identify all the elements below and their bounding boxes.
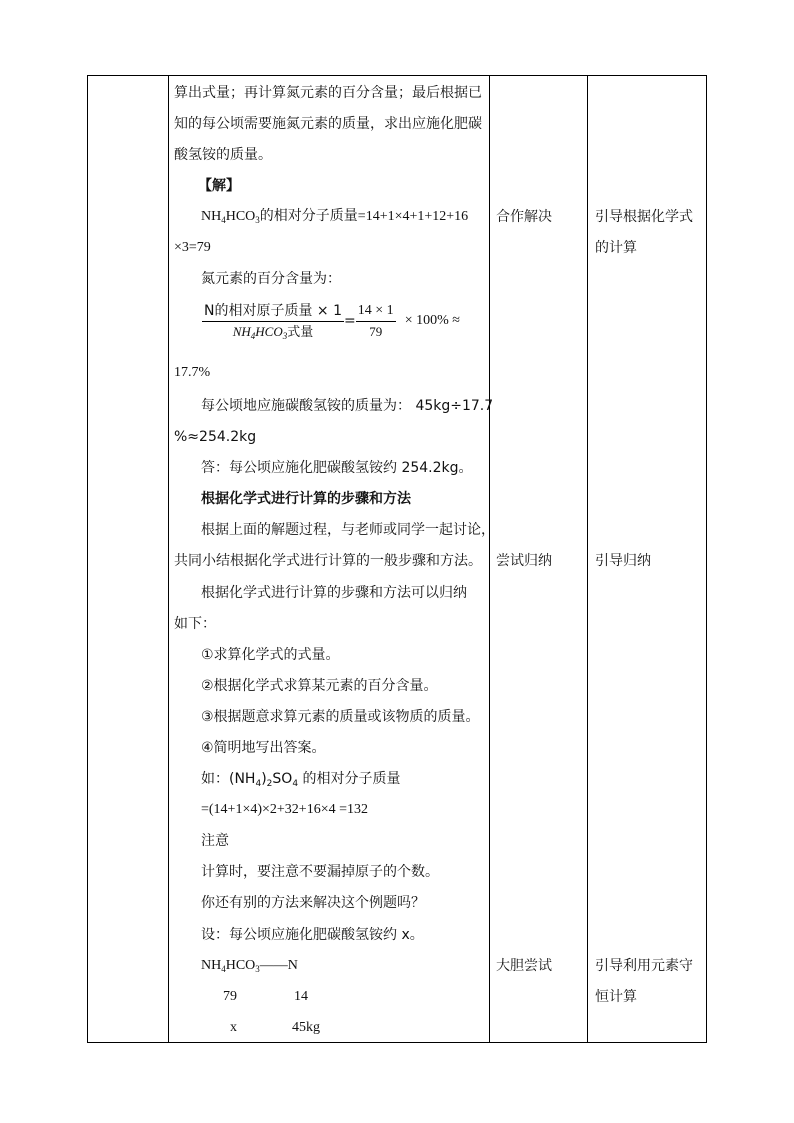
fraction-numerator: 14 × 1 (356, 302, 396, 322)
guidance-label: 引导根据化学式 (595, 209, 693, 225)
equals-sign: = (344, 313, 356, 329)
formula-text: HCO (225, 209, 256, 224)
question-line: 你还有别的方法来解决这个例题吗？ (201, 895, 425, 911)
percent-formula (202, 302, 460, 340)
fraction-denominator: $NH_4HCO_3$式量 (232, 324, 314, 341)
note-heading: 注意 (201, 833, 229, 849)
relation-value: 45kg (292, 1020, 320, 1035)
text-line: 根据上面的解题过程，与老师或同学一起讨论， (201, 522, 495, 538)
text-line: 算出式量；再计算氮元素的百分含量；最后根据已 (174, 85, 482, 101)
column-divider (168, 76, 169, 1042)
molar-mass-line (201, 207, 468, 227)
note-text: 计算时，要注意不要漏掉原子的个数。 (201, 864, 439, 880)
relation-value: x (230, 1020, 237, 1035)
molar-mass-line-cont: ×3=79 (174, 240, 211, 255)
guidance-label: 的计算 (595, 240, 637, 256)
subscript: 3 (255, 215, 260, 225)
solution-heading: 【解】 (198, 178, 240, 194)
answer-line: 答：每公顷应施化肥碳酸氢铵约 254.2kg。 (201, 460, 473, 476)
fraction (356, 302, 396, 340)
let-line: 设：每公顷应施化肥碳酸氢铵约 x。 (201, 927, 424, 943)
percent-label: 氮元素的百分含量为： (201, 271, 341, 287)
formula-text: 的相对分子质量=14+1×4+1+12+16 (259, 209, 469, 224)
guidance-label: 引导归纳 (595, 553, 651, 569)
example-calc: =(14+1×4)×2+32+16×4 =132 (201, 802, 368, 817)
example-line: 如：$(NH_4)_2SO_4$ 的相对分子质量 (201, 771, 401, 789)
text-line: 每公顷地应施碳酸氢铵的质量为： 45kg÷17.7 (201, 398, 494, 414)
fraction-denominator: 79 (369, 324, 383, 339)
relation-line: $NH_4HCO_3——N$ (201, 958, 298, 974)
step-item: ①求算化学式的式量。 (201, 647, 340, 663)
activity-cell (496, 76, 586, 1042)
column-divider (587, 76, 588, 1042)
multiply-percent: × 100% ≈ (404, 313, 460, 328)
step-item: ④简明地写出答案。 (201, 740, 326, 756)
relation-value: 14 (294, 989, 308, 1004)
fraction-numerator: N的相对原子质量 × 1 (202, 302, 344, 322)
relation-value: 79 (223, 989, 237, 1004)
step-item: ③根据题意求算元素的质量或该物质的质量。 (201, 709, 480, 725)
text-line: 共同小结根据化学式进行计算的一般步骤和方法。 (174, 553, 482, 569)
fraction (202, 302, 344, 340)
empty-cell (88, 76, 168, 1042)
guidance-cell (595, 76, 705, 1042)
activity-label: 大胆尝试 (496, 958, 552, 974)
column-divider (489, 76, 490, 1042)
percent-result: 17.7% (174, 365, 211, 380)
text-line: 根据化学式进行计算的步骤和方法可以归纳 (201, 585, 467, 601)
guidance-label: 引导利用元素守 (595, 958, 693, 974)
text-line: 知的每公顷需要施氮元素的质量，求出应施化肥碳 (174, 116, 482, 132)
guidance-label: 恒计算 (595, 989, 637, 1005)
content-cell (174, 76, 495, 1042)
text-line: %≈254.2kg (174, 429, 257, 445)
text-line: 如下： (174, 616, 216, 632)
text-line: 酸氢铵的质量。 (174, 147, 272, 163)
step-item: ②根据化学式求算某元素的百分含量。 (201, 678, 438, 694)
section-heading: 根据化学式进行计算的步骤和方法 (201, 491, 411, 507)
subscript: 4 (221, 215, 226, 225)
lesson-table (87, 75, 707, 1043)
activity-label: 尝试归纳 (496, 553, 552, 569)
formula-text: NH (201, 209, 222, 224)
activity-label: 合作解决 (496, 209, 552, 225)
